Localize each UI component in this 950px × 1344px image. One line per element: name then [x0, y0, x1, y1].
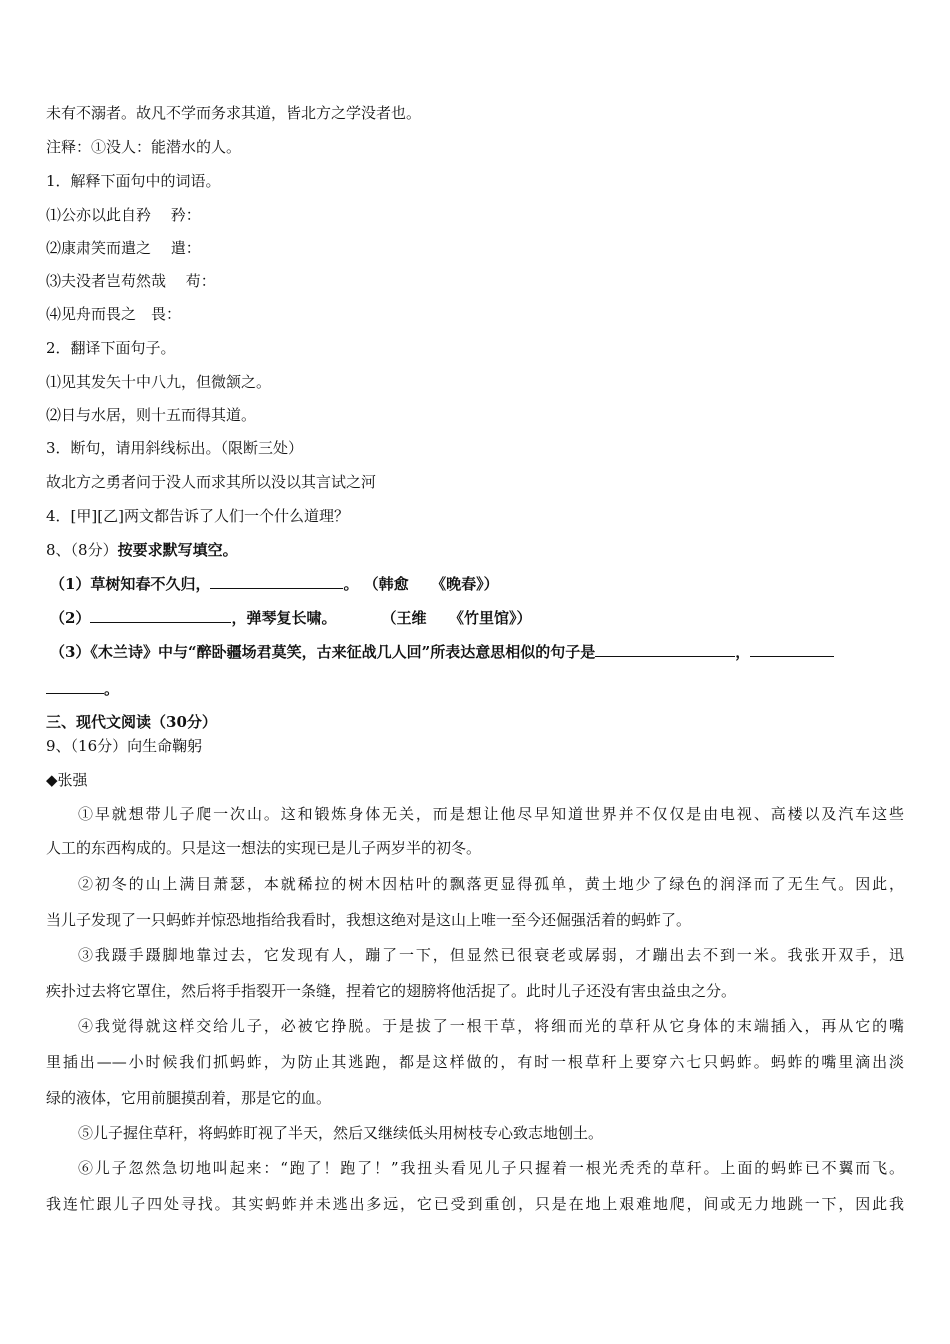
question-8-instruction: 按要求默写填空。 — [117, 541, 238, 559]
paragraph-line: ⑤儿子握住草秆，将蚂蚱盯视了半天，然后又继续低头用树枝专心致志地刨土。 — [78, 1124, 604, 1142]
paragraph-line: 当儿子发现了一只蚂蚱并惊恐地指给我看时，我想这绝对是这山上唯一至今还倔强活着的蚂蚱了。 — [46, 911, 692, 929]
question-3-title: 3．断句，请用斜线标出。（限断三处） — [46, 439, 304, 457]
question-1-item: ⑶夫没者岂苟然哉 苟： — [46, 272, 216, 290]
fill-blank-item-1 — [50, 573, 499, 594]
fill-blank-item-3-text: （3）《木兰诗》中与“醉卧疆场君莫笑，古来征战几人回”所表达意思相似的句子是 — [50, 643, 596, 661]
fill-blank-item-3 — [50, 641, 834, 662]
answer-blank[interactable] — [90, 607, 231, 623]
paragraph-line: 疾扑过去将它罩住，然后将手指裂开一条缝，捏着它的翅膀将他活捉了。此时儿子还没有害虫益虫之分。 — [46, 982, 737, 1000]
question-2-item: ⑵日与水居，则十五而得其道。 — [46, 406, 257, 424]
answer-blank[interactable] — [595, 641, 735, 657]
section-heading: 三、现代文阅读（30分） — [46, 713, 217, 731]
paragraph-line: ④我觉得就这样交给儿子，必被它挣脱。于是拔了一根干草，将细而光的草秆从它身体的末端插入，再从它的嘴 — [78, 1017, 904, 1035]
fill-blank-item-3-continued — [46, 678, 119, 699]
question-1-item: ⑴公亦以此自矜 矜： — [46, 206, 201, 224]
question-2-title: 2．翻译下面句子。 — [46, 339, 176, 357]
fill-blank-item-2-source: ，弹琴复长啸。 （王维 《竹里馆》） — [231, 609, 532, 627]
question-1-item: ⑵康肃笑而遣之 遣： — [46, 239, 201, 257]
question-4-title: 4．[甲][乙]两文都告诉了人们一个什么道理？ — [46, 507, 349, 525]
paragraph-line: 里插出——小时候我们抓蚂蚱，为防止其逃跑，都是这样做的，有时一根草秆上要穿六七只蚂蚱。蚂蚱的嘴里滴出淡 — [46, 1053, 904, 1071]
paragraph-line: ②初冬的山上满目萧瑟，本就稀拉的树木因枯叶的飘落更显得孤单，黄土地少了绿色的润泽而了无生气。因此， — [78, 875, 904, 893]
question-8-title — [46, 540, 238, 560]
answer-blank[interactable] — [750, 641, 834, 657]
question-2-item: ⑴见其发矢十中八九，但微颔之。 — [46, 373, 272, 391]
question-1-title: 1．解释下面句中的词语。 — [46, 172, 221, 190]
paragraph-line: 我连忙跟儿子四处寻找。其实蚂蚱并未逃出多远，它已受到重创，只是在地上艰难地爬，间或无力地跳一下，因此我 — [46, 1195, 904, 1213]
article-author: ◆张强 — [46, 771, 88, 789]
paragraph-line: 绿的液体，它用前腿摸刮着，那是它的血。 — [46, 1089, 332, 1107]
question-8-score: 8、（8分） — [46, 541, 118, 559]
question-1-item: ⑷见舟而畏之 畏： — [46, 305, 182, 323]
fill-blank-item-3-period: 。 — [104, 680, 120, 698]
fill-blank-item-1-text: （1）草树知春不久归， — [50, 575, 211, 593]
answer-blank[interactable] — [210, 573, 343, 589]
paragraph-line: ①早就想带儿子爬一次山。这和锻炼身体无关，而是想让他尽早知道世界并不仅仅是由电视、高楼以及汽车这些 — [78, 805, 904, 823]
paragraph-line: ③我蹑手蹑脚地靠过去，它发现有人，蹦了一下，但显然已很衰老或孱弱，才蹦出去不到一米。我张开双手，迅 — [78, 946, 904, 964]
question-3-text: 故北方之勇者问于没人而求其所以没以其言试之河 — [46, 473, 377, 491]
fill-blank-item-2-text: （2） — [50, 609, 91, 627]
answer-blank[interactable] — [46, 678, 104, 694]
paragraph-line: ⑥儿子忽然急切地叫起来：“跑了！跑了！”我扭头看见儿子只握着一根光秃秃的草秆。上面的蚂蚱已不翼而飞。 — [78, 1159, 904, 1177]
paragraph-line: 人工的东西构成的。只是这一想法的实现已是儿子两岁半的初冬。 — [46, 839, 482, 857]
fill-blank-item-1-source: 。 （韩愈 《晚春》） — [343, 575, 499, 593]
question-9-title: 9、（16分）向生命鞠躬 — [46, 737, 203, 755]
classical-text-line: 未有不溺者。故凡不学而务求其道，皆北方之学没者也。 — [46, 104, 422, 122]
fill-blank-item-2 — [50, 607, 531, 628]
annotation-note: 注释：①没人：能潜水的人。 — [46, 138, 242, 156]
fill-blank-item-3-comma: ， — [735, 643, 751, 661]
